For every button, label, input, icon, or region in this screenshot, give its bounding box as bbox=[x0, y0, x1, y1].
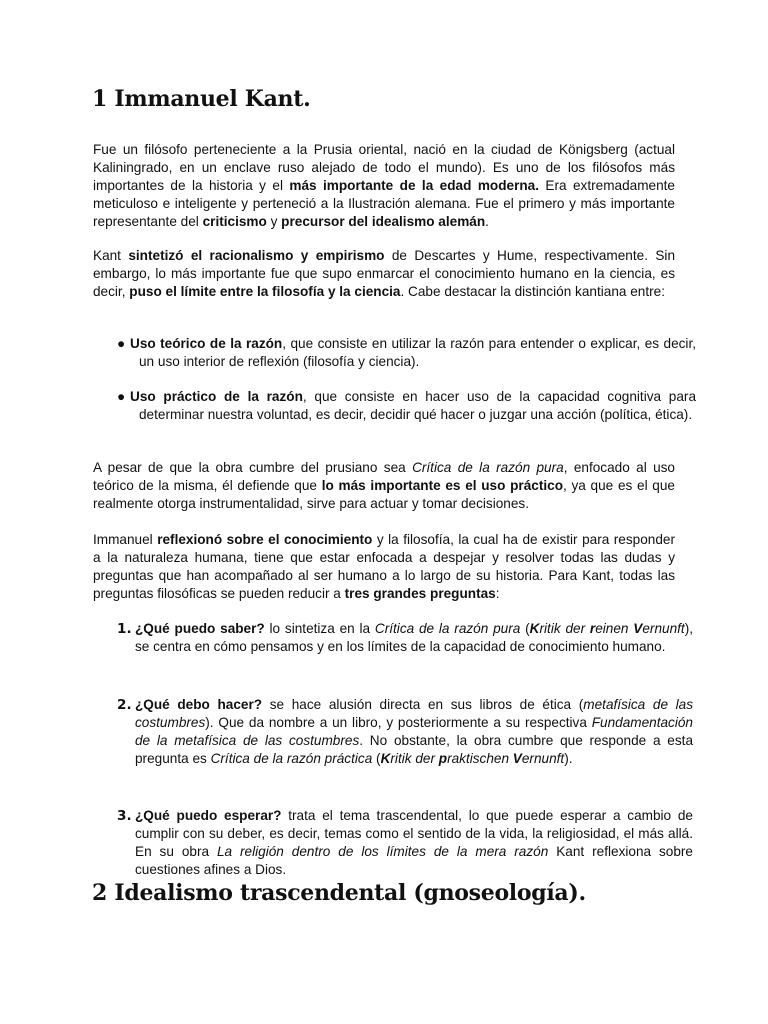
bold-text: reflexionó sobre el conocimiento bbox=[157, 532, 373, 547]
numbered-item bbox=[117, 807, 693, 879]
italic-text: Crítica de la razón práctica bbox=[210, 751, 373, 766]
text: de Descartes y Hume, respectivamente. Sin embargo, lo más importante fue que supo enmarcar el conocimiento humano en la ciencia, es decir, bbox=[93, 248, 675, 299]
section-heading-1: 1 Immanuel Kant. bbox=[92, 86, 311, 112]
bold-text: criticismo bbox=[202, 214, 267, 229]
text: ( bbox=[520, 621, 530, 636]
text: ), se centra en cómo pensamos y en los límites de la capacidad de conocimiento humano. bbox=[135, 621, 693, 654]
italic-text: ritik der bbox=[539, 621, 590, 636]
text: A pesar de que la obra cumbre del prusiano sea bbox=[93, 460, 413, 475]
section-heading-2: 2 Idealismo trascendental (gnoseología). bbox=[92, 880, 586, 906]
list-number: 3. bbox=[117, 808, 132, 824]
text: . Cabe destacar la distinción kantiana entre: bbox=[400, 284, 665, 299]
italic-text: ernunft bbox=[521, 751, 565, 766]
text: Immanuel bbox=[93, 532, 158, 547]
text: Kant reflexiona sobre cuestiones afines a Dios. bbox=[135, 844, 693, 877]
numbered-item bbox=[117, 620, 693, 656]
list-number: 1. bbox=[117, 621, 132, 637]
bold-italic-text: K bbox=[529, 621, 540, 636]
text: , que consiste en utilizar la razón para entender o explicar, es decir, un uso interior de reflexión (filosofía y ciencia). bbox=[139, 336, 696, 369]
bullet-icon: ● bbox=[117, 336, 126, 351]
text: ( bbox=[372, 751, 381, 766]
bold-italic-text: r bbox=[589, 621, 596, 636]
text: trata el tema trascendental, lo que puede esperar a cambio de cumplir con su deber, es decir, temas como el sentido de la vida, la religiosidad, el más allá. En su obra bbox=[135, 808, 693, 859]
bold-text: lo más importante es el uso práctico bbox=[321, 478, 563, 493]
text: lo sintetiza en la bbox=[264, 621, 375, 636]
italic-text: Fundamentación de la metafísica de las costumbres bbox=[135, 715, 693, 748]
text: : bbox=[495, 586, 500, 601]
bold-text: ¿Qué puedo esperar? bbox=[135, 808, 282, 823]
bold-italic-text: V bbox=[512, 751, 522, 766]
text: . bbox=[485, 214, 489, 229]
text: se hace alusión directa en sus libros de ética ( bbox=[262, 697, 584, 712]
text: Era extremadamente meticuloso e inteligente y perteneció a la Ilustración alemana. Fue el primero y más importante representante del bbox=[93, 178, 675, 229]
bold-text: precursor del idealismo alemán bbox=[281, 214, 486, 229]
text: Kant bbox=[93, 248, 129, 263]
numbered-item bbox=[117, 696, 693, 768]
bold-text: puso el límite entre la filosofía y la ciencia bbox=[129, 284, 401, 299]
italic-text: Crítica de la razón pura bbox=[374, 621, 521, 636]
bold-italic-text: V bbox=[633, 621, 643, 636]
bold-text: sintetizó el racionalismo y empirismo bbox=[128, 248, 385, 263]
bold-italic-text: K bbox=[380, 751, 391, 766]
bold-text: Uso práctico de la razón bbox=[130, 389, 303, 404]
text: ). bbox=[564, 751, 573, 766]
paragraph-synthesis bbox=[93, 247, 675, 301]
italic-text: La religión dentro de los límites de la mera razón bbox=[216, 844, 549, 859]
italic-text: metafísica de las costumbres bbox=[135, 697, 694, 730]
text: , enfocado al uso teórico de la misma, él defiende que bbox=[93, 460, 675, 493]
bullet-item bbox=[117, 335, 696, 371]
paragraph-practical-use bbox=[93, 459, 675, 513]
italic-text: Crítica de la razón pura bbox=[412, 460, 564, 475]
list-number: 2. bbox=[117, 697, 132, 713]
paragraph-knowledge bbox=[93, 531, 675, 603]
italic-text: ritik der bbox=[390, 751, 439, 766]
bullet-icon: ● bbox=[117, 389, 126, 404]
text: , que consiste en hacer uso de la capacidad cognitiva para determinar nuestra voluntad, es decir, decidir qué hacer o juzgar una acción (política, ética). bbox=[139, 389, 697, 422]
bold-text: ¿Qué debo hacer? bbox=[135, 697, 263, 712]
text: y bbox=[266, 214, 282, 229]
bullet-item bbox=[117, 388, 696, 424]
bold-italic-text: p bbox=[438, 751, 448, 766]
text: , ya que es el que realmente otorga instrumentalidad, sirve para actuar y tomar decisiones. bbox=[93, 478, 675, 511]
text: . No obstante, la obra cumbre que responde a esta pregunta es bbox=[135, 733, 694, 766]
bold-text: tres grandes preguntas bbox=[344, 586, 496, 601]
bold-text: más importante de la edad moderna. bbox=[289, 178, 540, 193]
bold-text: ¿Qué puedo saber? bbox=[135, 621, 265, 636]
paragraph-intro bbox=[93, 141, 675, 231]
bold-text: Uso teórico de la razón bbox=[130, 336, 283, 351]
text: ). Que da nombre a un libro, y posteriormente a su respectiva bbox=[205, 715, 592, 730]
italic-text: raktischen bbox=[447, 751, 513, 766]
italic-text: einen bbox=[595, 621, 634, 636]
text: y la filosofía, la cual ha de existir para responder a la naturaleza humana, tiene que estar enfocada a despejar y resolver todas las dudas y preguntas que han acompañado al ser humano a lo largo de su historia. Para Kant, todas las preguntas filosóficas se pueden reducir a bbox=[93, 532, 675, 601]
italic-text: ernunft bbox=[642, 621, 685, 636]
text: Fue un filósofo perteneciente a la Prusia oriental, nació en la ciudad de Königsberg (actual Kaliningrado, en un enclave ruso alejado de todo el mundo). Es uno de los filósofos más importantes de la historia y el bbox=[93, 142, 675, 193]
